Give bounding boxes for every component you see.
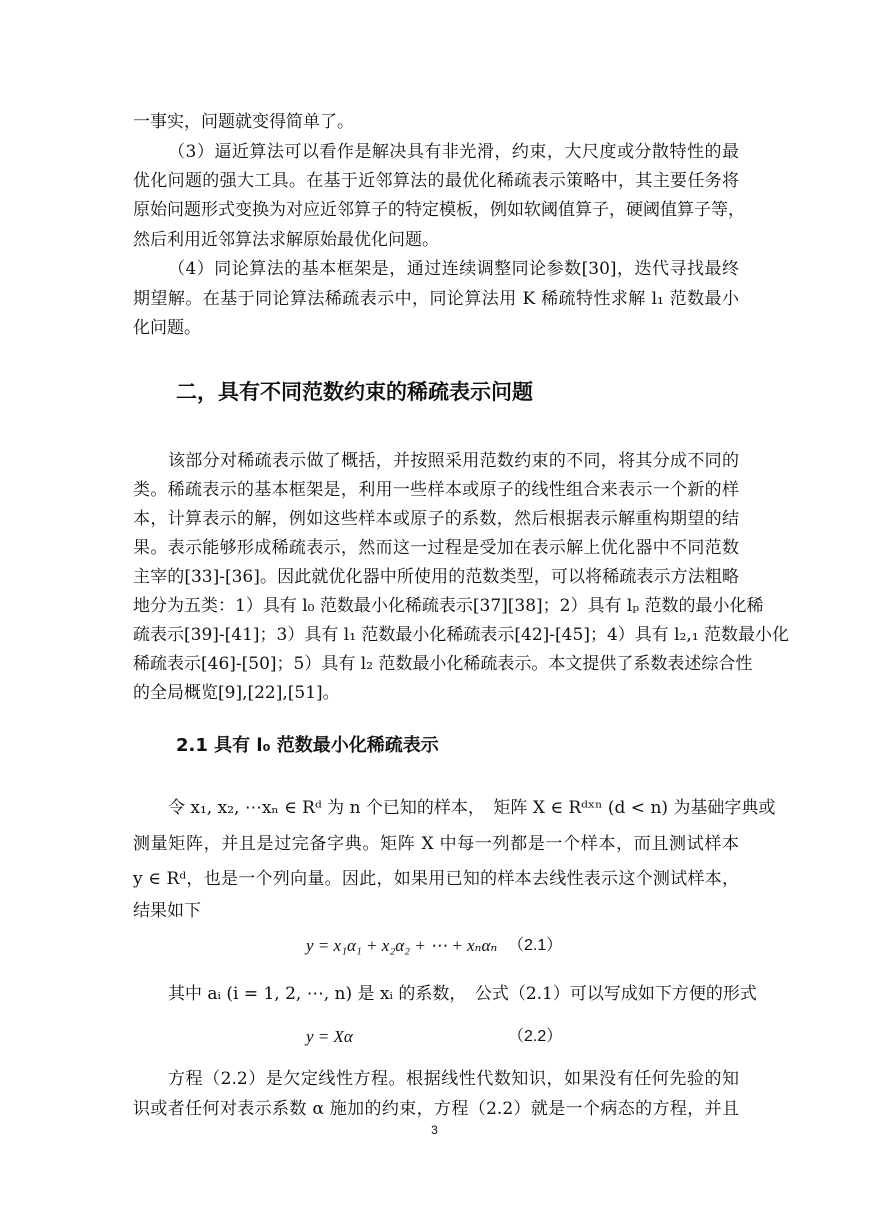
paragraph-line: 该部分对稀疏表示做了概括，并按照采用范数约束的不同，将其分成不同的 bbox=[168, 451, 739, 471]
paragraph-line: （3）逼近算法可以看作是解决具有非光滑，约束，大尺度或分散特性的最 bbox=[168, 142, 739, 162]
paragraph-line: 的全局概览[9],[22],[51]。 bbox=[133, 683, 340, 703]
equation-number: （2.2） bbox=[508, 1028, 563, 1045]
paragraph-line: （4）同论算法的基本框架是，通过连续调整同论参数[30]，迭代寻找最终 bbox=[168, 259, 739, 279]
paragraph-line: 主宰的[33]-[36]。因此就优化器中所使用的范数类型，可以将稀疏表示方法粗略 bbox=[133, 567, 739, 587]
paragraph-line: 期望解。在基于同论算法稀疏表示中，同论算法用 K 稀疏特性求解 l₁ 范数最小 bbox=[133, 289, 739, 309]
paragraph-line: y ∈ Rᵈ，也是一个列向量。因此，如果用已知的样本去线性表示这个测试样本， bbox=[133, 869, 739, 889]
paragraph-line: 化问题。 bbox=[133, 318, 201, 338]
paragraph-line: 稀疏表示[46]-[50]；5）具有 l₂ 范数最小化稀疏表示。本文提供了系数表述综合性 bbox=[133, 654, 753, 674]
subsection-heading: 2.1 具有 l₀ 范数最小化稀疏表示 bbox=[176, 735, 439, 756]
page-number: 3 bbox=[431, 1123, 438, 1137]
paragraph-line: 果。表示能够形成稀疏表示，然而这一过程是受加在表示解上优化器中不同范数 bbox=[133, 538, 739, 558]
paragraph-line: 疏表示[39]-[41]；3）具有 l₁ 范数最小化稀疏表示[42]-[45]；4）具有 l₂,₁ 范数最小化 bbox=[133, 625, 790, 645]
paragraph-line: 类。稀疏表示的基本框架是，利用一些样本或原子的线性组合来表示一个新的样 bbox=[133, 480, 739, 500]
paragraph-line: 其中 aᵢ (i = 1, 2, ⋯, n) 是 xᵢ 的系数， 公式（2.1）可以写成如下方便的形式 bbox=[168, 984, 757, 1004]
equation-2-1: y = x₁α₁ + x₂α₂ + ⋯ + xₙαₙ bbox=[306, 936, 498, 955]
paragraph-line: 结果如下 bbox=[133, 901, 201, 921]
paragraph-line: 一事实，问题就变得简单了。 bbox=[133, 112, 354, 132]
paragraph-line: 地分为五类：1）具有 l₀ 范数最小化稀疏表示[37][38]；2）具有 lₚ 范数的最小化稀 bbox=[133, 596, 764, 616]
paragraph-line: 令 x₁, x₂, ⋯xₙ ∈ Rᵈ 为 n 个已知的样本， 矩阵 X ∈ Rᵈˣⁿ (d < n) 为基础字典或 bbox=[168, 798, 776, 818]
paragraph-line: 识或者任何对表示系数 α 施加的约束，方程（2.2）就是一个病态的方程，并且 bbox=[133, 1099, 739, 1119]
equation-number: （2.1） bbox=[508, 937, 563, 954]
paragraph-line: 方程（2.2）是欠定线性方程。根据线性代数知识，如果没有任何先验的知 bbox=[168, 1069, 739, 1089]
paragraph-line: 本，计算表示的解，例如这些样本或原子的系数，然后根据表示解重构期望的结 bbox=[133, 509, 739, 529]
paragraph-line: 测量矩阵，并且是过完备字典。矩阵 X 中每一列都是一个样本，而且测试样本 bbox=[133, 834, 739, 854]
paragraph-line: 然后利用近邻算法求解原始最优化问题。 bbox=[133, 230, 439, 250]
paragraph-line: 原始问题形式变换为对应近邻算子的特定模板，例如软阈值算子，硬阈值算子等， bbox=[133, 200, 745, 220]
paragraph-line: 优化问题的强大工具。在基于近邻算法的最优化稀疏表示策略中，其主要任务将 bbox=[133, 171, 739, 191]
section-heading: 二，具有不同范数约束的稀疏表示问题 bbox=[176, 380, 533, 404]
equation-2-2: y = Xα bbox=[306, 1027, 353, 1046]
